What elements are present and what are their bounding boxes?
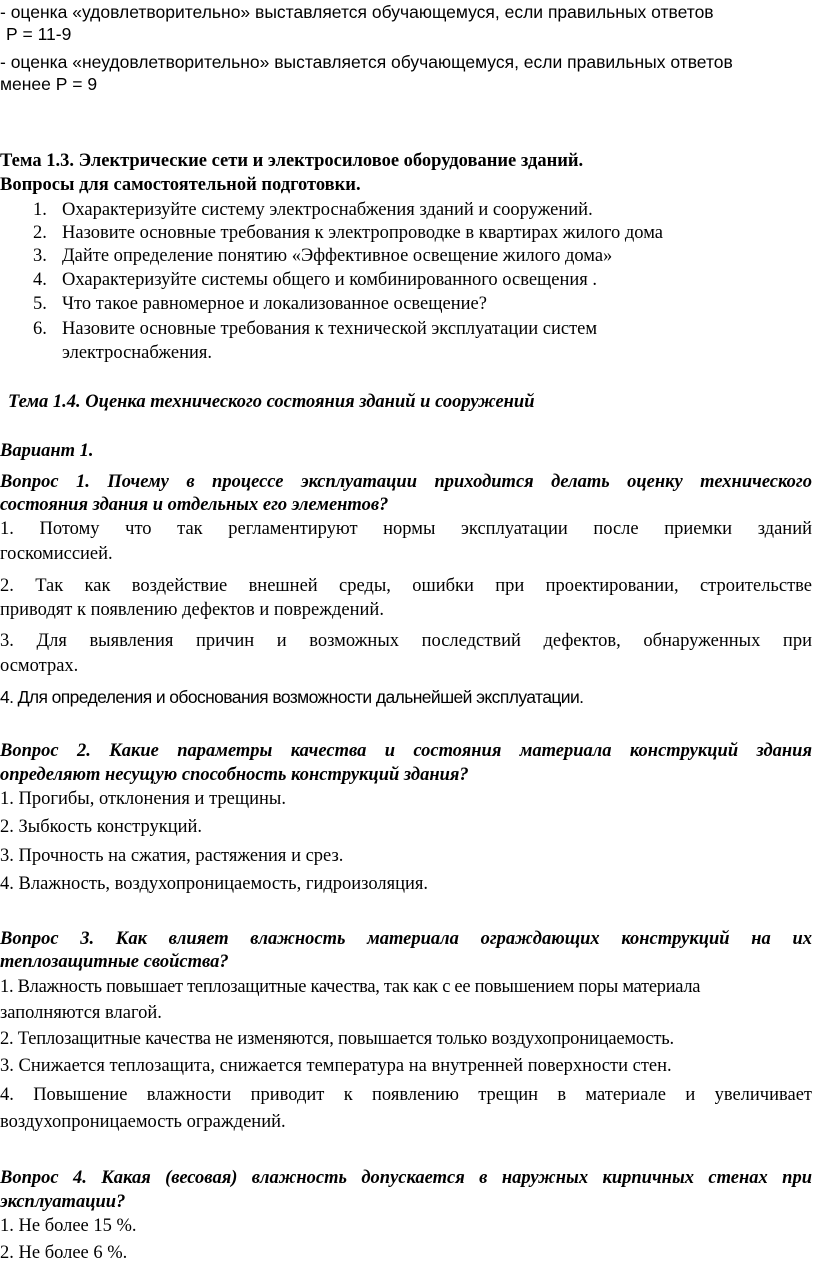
question-4-cont: эксплуатации?: [0, 1192, 126, 1212]
grading-unsatisfactory-value: менее Р = 9: [0, 74, 98, 94]
answer-1-3-cont: осмотрах.: [0, 656, 79, 676]
variant-label: Вариант 1.: [0, 441, 94, 461]
list-item-number: 1.: [33, 200, 47, 220]
answer-1-2: 2. Так как воздействие внешней среды, ошибки при проектировании, строительстве: [0, 576, 812, 596]
answer-4-2: 2. Не более 6 %.: [0, 1243, 128, 1263]
list-item-text: Назовите основные требования к технической эксплуатации систем: [62, 319, 598, 339]
answer-4-1: 1. Не более 15 %.: [0, 1216, 137, 1236]
list-item-text: Назовите основные требования к электропроводке в квартирах жилого дома: [62, 223, 663, 243]
list-item-text: Охарактеризуйте системы общего и комбинированного освещения .: [62, 270, 598, 290]
topic-1-4-title: Тема 1.4. Оценка технического состояния зданий и сооружений: [8, 392, 535, 412]
list-item-text: Дайте определение понятию «Эффективное освещение жилого дома»: [62, 246, 613, 266]
topic-1-3-title: Тема 1.3. Электрические сети и электросиловое оборудование зданий.: [0, 151, 584, 171]
list-item-text: Что такое равномерное и локализованное освещение?: [62, 294, 487, 314]
answer-1-4: 4. Для определения и обоснования возможности дальнейшей эксплуатации.: [0, 687, 584, 707]
answer-1-3: 3. Для выявления причин и возможных последствий дефектов, обнаруженных при: [0, 631, 812, 651]
list-item-number: 2.: [33, 223, 47, 243]
list-item-number: 4.: [33, 270, 47, 290]
list-item-text: электроснабжения.: [62, 343, 213, 363]
question-3: Вопрос 3. Как влияет влажность материала ограждающих конструкций на их: [0, 929, 812, 949]
answer-3-1-cont: заполняются влагой.: [0, 1003, 162, 1023]
answer-3-4: 4. Повышение влажности приводит к появлению трещин в материале и увеличивает: [0, 1085, 812, 1105]
answer-3-4-cont: воздухопроницаемость ограждений.: [0, 1112, 286, 1132]
list-item-number: 5.: [33, 294, 47, 314]
question-2: Вопрос 2. Какие параметры качества и состояния материала конструкций здания: [0, 741, 812, 761]
question-4: Вопрос 4. Какая (весовая) влажность допускается в наружных кирпичных стенах при: [0, 1168, 812, 1188]
answer-2-4: 4. Влажность, воздухопроницаемость, гидроизоляция.: [0, 874, 429, 894]
answer-3-2: 2. Теплозащитные качества не изменяются, повышается только воздухопроницаемость.: [0, 1029, 674, 1049]
question-1-cont: состояния здания и отдельных его элементов?: [0, 495, 389, 515]
answer-2-2: 2. Зыбкость конструкций.: [0, 817, 203, 837]
answer-1-1-cont: госкомиссией.: [0, 544, 113, 564]
answer-3-3: 3. Снижается теплозащита, снижается температура на внутренней поверхности стен.: [0, 1056, 672, 1076]
answer-1-2-cont: приводят к появлению дефектов и повреждений.: [0, 600, 384, 620]
topic-1-3-subtitle: Вопросы для самостоятельной подготовки.: [0, 175, 361, 195]
grading-satisfactory: - оценка «удовлетворительно» выставляется обучающемуся, если правильных ответов: [0, 2, 714, 22]
question-3-cont: теплозащитные свойства?: [0, 952, 229, 972]
list-item-text: Охарактеризуйте систему электроснабжения зданий и сооружений.: [62, 200, 593, 220]
grading-unsatisfactory: - оценка «неудовлетворительно» выставляется обучающемуся, если правильных ответов: [0, 52, 733, 72]
answer-2-3: 3. Прочность на сжатия, растяжения и срез.: [0, 846, 344, 866]
question-1: Вопрос 1. Почему в процессе эксплуатации приходится делать оценку технического: [0, 472, 812, 492]
answer-3-1: 1. Влажность повышает теплозащитные качества, так как с ее повышением поры материала: [0, 977, 701, 997]
grading-satisfactory-value: Р = 11-9: [6, 24, 72, 44]
list-item-number: 3.: [33, 246, 47, 266]
answer-1-1: 1. Потому что так регламентируют нормы эксплуатации после приемки зданий: [0, 519, 812, 539]
answer-2-1: 1. Прогибы, отклонения и трещины.: [0, 789, 286, 809]
list-item-number: 6.: [33, 319, 47, 339]
question-2-cont: определяют несущую способность конструкций здания?: [0, 765, 469, 785]
